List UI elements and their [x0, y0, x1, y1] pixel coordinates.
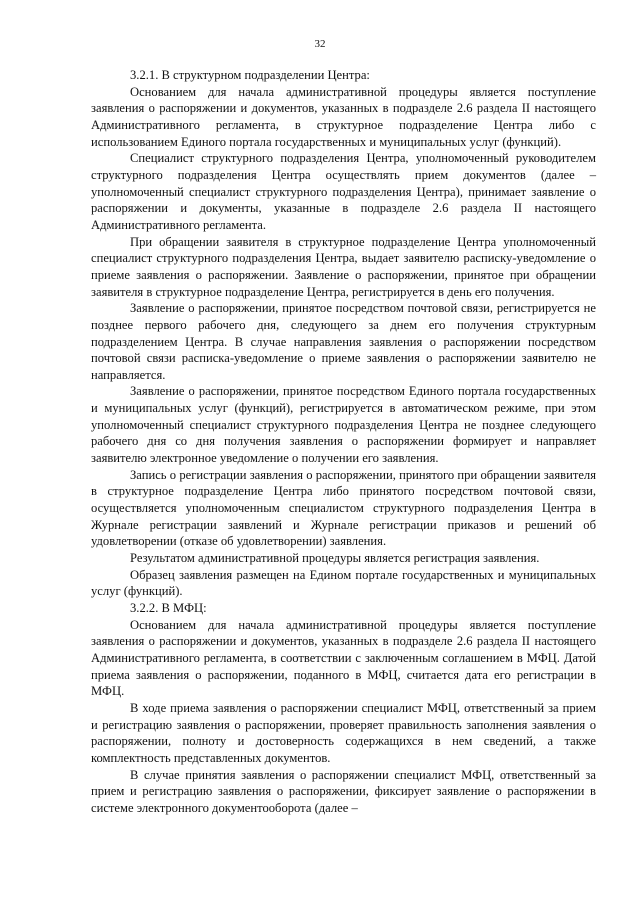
page-number: 32 — [314, 38, 326, 50]
paragraph: Специалист структурного подразделения Центра, уполномоченный руководителем структурного подразделения Центра осуществлять прием документов (далее – уполномоченный специалист структурного подразделения Центра), принимает заявление о распоряжении и документы, указанные в подразделе 2.6 раздела II настоящего Административного регламента. — [91, 151, 596, 232]
paragraph: Заявление о распоряжении, принятое посредством Единого портала государственных и муниципальных услуг (функций), регистрируется в автоматическом режиме, при этом уполномоченный специалист структурного подразделения Центра не позднее следующего рабочего дня со дня получения заявления о распоряжении формирует и направляет заявителю электронное уведомление о получении его заявления. — [91, 384, 596, 466]
paragraph: В случае принятия заявления о распоряжении специалист МФЦ, ответственный за прием и регистрацию заявления о распоряжении, фиксирует заявление о распоряжении в системе электронного документооборота (далее – — [91, 767, 596, 815]
paragraph: Основанием для начала административной процедуры является поступление заявления о распоряжении и документов, указанных в подразделе 2.6 раздела II настоящего Административного регламента, в структурное подразделение Центра либо с использованием Единого портала государственных и муниципальных услуг (функций). — [91, 84, 596, 149]
paragraph: В ходе приема заявления о распоряжении специалист МФЦ, ответственный за прием и регистрацию заявления о распоряжении, проверяет правильность заполнения заявления о распоряжении, полноту и достоверность содержащихся в нем сведений, а также комплектность представленных документов. — [91, 700, 596, 765]
paragraph: Основанием для начала административной процедуры является поступление заявления о распоряжении и документов, указанных в подразделе 2.6 раздела II настоящего Административного регламента, в соответствии с заключенным соглашением в МФЦ. Датой приема заявления о распоряжении, поданного в МФЦ, считается дата его регистрации в МФЦ. — [91, 617, 596, 699]
paragraph: Образец заявления размещен на Едином портале государственных и муниципальных услуг (функций). — [91, 567, 596, 599]
document-body — [91, 67, 596, 817]
paragraph-section-heading-3-2-1: 3.2.1. В структурном подразделении Центра: — [130, 68, 370, 82]
paragraph: Запись о регистрации заявления о распоряжении, принятого при обращении заявителя в структурное подразделение Центра либо принятого посредством почтовой связи, осуществляется уполномоченным специалистом структурного подразделения Центра в Журнале регистрации заявлений и Журнале регистрации приказов и решений об удовлетворении (отказе об удовлетворении) заявления. — [91, 467, 596, 549]
paragraph: При обращении заявителя в структурное подразделение Центра уполномоченный специалист структурного подразделения Центра, выдает заявителю расписку-уведомление о приеме заявления о распоряжении. Заявление о распоряжении, принятое при обращении заявителя в структурное подразделение Центра, регистрируется в день его получения. — [91, 234, 596, 299]
paragraph: Заявление о распоряжении, принятое посредством почтовой связи, регистрируется не позднее первого рабочего дня, следующего за днем его получения структурным подразделением Центра. В случае направления заявления о распоряжении посредством почтовой связи расписка-уведомление о приеме заявления о распоряжении заявителю не направляется. — [91, 301, 596, 382]
paragraph: Результатом административной процедуры является регистрация заявления. — [130, 551, 540, 566]
paragraph-section-heading-3-2-2: 3.2.2. В МФЦ: — [130, 601, 207, 615]
